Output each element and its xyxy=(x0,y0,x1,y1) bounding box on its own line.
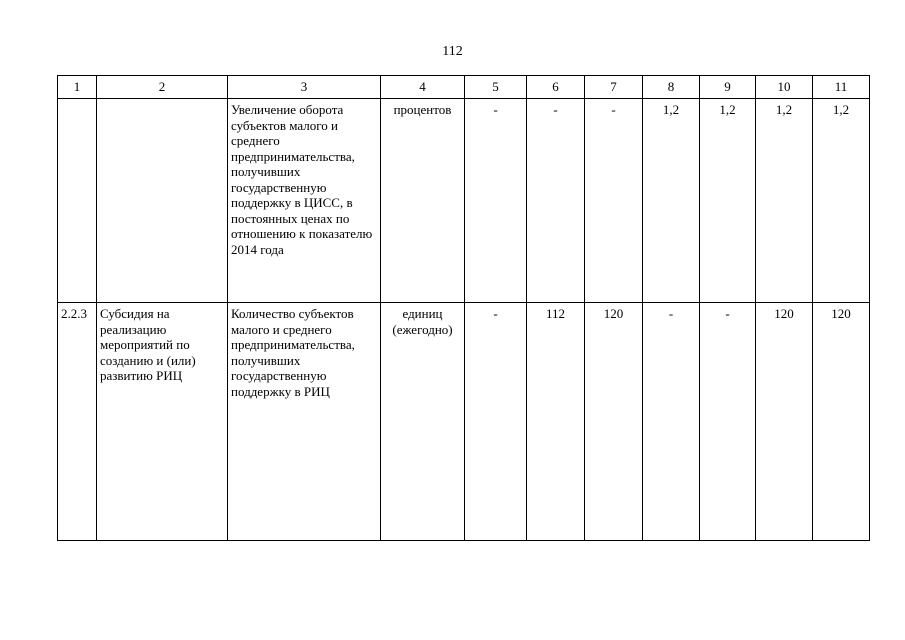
column-header: 3 xyxy=(228,76,381,99)
cell-value: - xyxy=(585,99,643,303)
cell-unit: процентов xyxy=(381,99,465,303)
page-number: 112 xyxy=(442,44,463,59)
cell-value: 120 xyxy=(585,303,643,541)
cell-code xyxy=(58,99,97,303)
column-header: 5 xyxy=(465,76,527,99)
cell-value: 120 xyxy=(756,303,813,541)
table-header-row xyxy=(58,76,870,99)
column-header: 7 xyxy=(585,76,643,99)
cell-value: - xyxy=(527,99,585,303)
cell-value: 1,2 xyxy=(813,99,870,303)
cell-value: - xyxy=(465,303,527,541)
cell-event: Субсидия на реализацию мероприятий по созданию и (или) развитию РИЦ xyxy=(97,303,228,541)
cell-value: 1,2 xyxy=(643,99,700,303)
cell-value: 1,2 xyxy=(756,99,813,303)
column-header: 2 xyxy=(97,76,228,99)
cell-value: - xyxy=(643,303,700,541)
cell-value: - xyxy=(465,99,527,303)
column-header: 8 xyxy=(643,76,700,99)
cell-unit: единиц (ежегодно) xyxy=(381,303,465,541)
column-header: 4 xyxy=(381,76,465,99)
column-header: 11 xyxy=(813,76,870,99)
table-row xyxy=(58,99,870,303)
column-header: 9 xyxy=(700,76,756,99)
column-header: 10 xyxy=(756,76,813,99)
cell-event xyxy=(97,99,228,303)
indicators-table xyxy=(57,75,870,541)
cell-indicator: Количество субъектов малого и среднего предпринимательства, получивших государственную поддержку в РИЦ xyxy=(228,303,381,541)
column-header: 1 xyxy=(58,76,97,99)
column-header: 6 xyxy=(527,76,585,99)
cell-indicator: Увеличение оборота субъектов малого и среднего предпринимательства, получивших государственную поддержку в ЦИСС, в постоянных ценах по отношению к показателю 2014 года xyxy=(228,99,381,303)
cell-value: 120 xyxy=(813,303,870,541)
cell-value: - xyxy=(700,303,756,541)
cell-code: 2.2.3 xyxy=(58,303,97,541)
cell-value: 1,2 xyxy=(700,99,756,303)
table-row xyxy=(58,303,870,541)
cell-value: 112 xyxy=(527,303,585,541)
